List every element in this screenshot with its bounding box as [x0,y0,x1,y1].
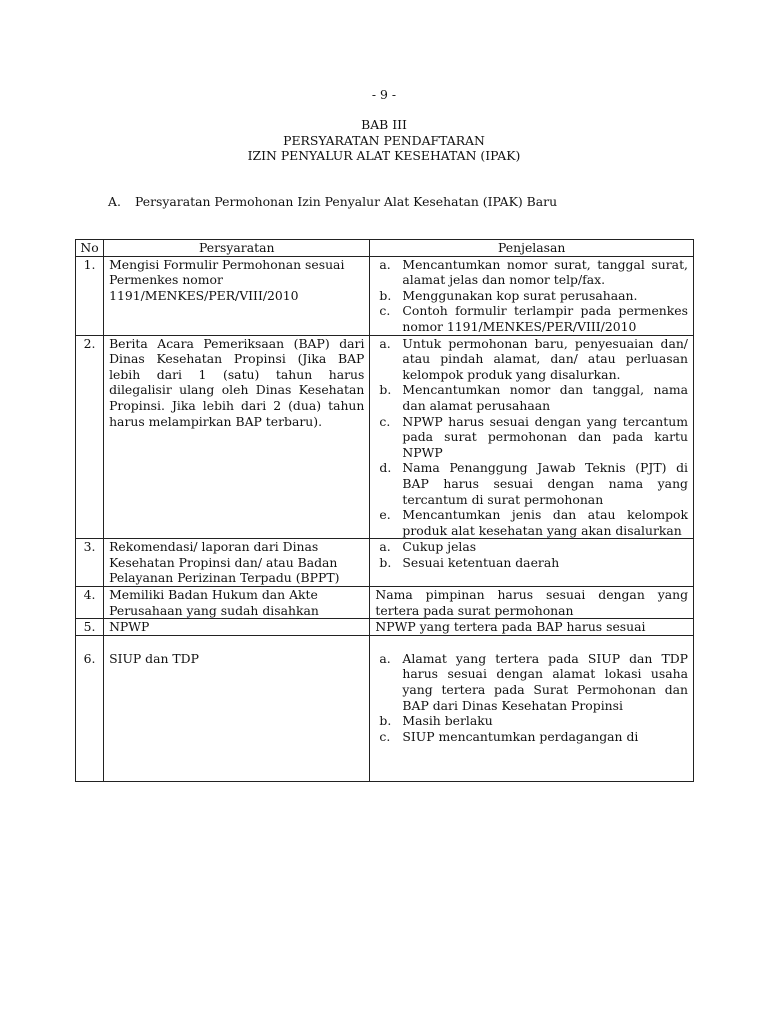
header-penjelasan: Penjelasan [370,240,694,257]
explanation-list [375,257,688,335]
list-marker: b. [379,287,392,303]
list-item [375,303,688,334]
list-marker: b. [379,382,392,398]
requirement-cell: Rekomendasi/ laporan dari Dinas Kesehatan Propinsi dan/ atau Badan Pelayanan Perizinan Terpadu (BPPT) [104,539,370,587]
list-item-text: Sesuai ketentuan daerah [402,554,560,570]
list-item-text: Untuk permohonan baru, penyesuaian dan/ atau pindah alamat, dan/ atau perluasan kelompok produk yang disalurkan. [402,335,688,382]
header-no: No [76,240,104,257]
list-item-text: Masih berlaku [402,713,493,729]
explanation-cell [370,335,694,539]
list-marker: d. [379,460,392,476]
list-item-text: Mencantumkan nomor surat, tanggal surat, alamat jelas dan nomor telp/fax. [402,256,688,288]
list-marker: e. [379,507,391,523]
row-number: 4. [76,587,104,619]
list-marker: b. [379,713,392,729]
list-item-text: Contoh formulir terlampir pada permenkes nomor 1191/MENKES/PER/VIII/2010 [402,303,688,334]
explanation-list [375,539,688,570]
chapter-label: BAB III [361,117,407,132]
row-number: 6. [76,635,104,781]
list-item-text: Alamat yang tertera pada SIUP dan TDP harus sesuai dengan alamat lokasi usaha yang tertera pada Surat Permohonan dan BAP dari Dinas Kesehatan Propinsi [402,650,688,713]
row-number: 5. [76,619,104,636]
list-marker: c. [379,413,391,429]
table-row [76,635,694,781]
list-item [375,460,688,507]
table-row [76,335,694,539]
list-item [375,336,688,383]
requirement-cell: NPWP [104,619,370,636]
list-item-text: Mencantumkan nomor dan tanggal, nama dan alamat perusahaan [402,382,688,413]
explanation-cell [370,635,694,781]
explanation-cell: Nama pimpinan harus sesuai dengan yang tertera pada surat permohonan [370,587,694,619]
section-letter: A. [108,194,121,209]
list-item-text: SIUP mencantumkan perdagangan di [402,728,639,744]
list-marker: a. [379,335,391,351]
list-marker: c. [379,728,391,744]
list-marker: c. [379,303,391,319]
row-number: 2. [76,335,104,539]
explanation-cell [370,256,694,335]
list-item [375,729,688,745]
list-item [375,507,688,538]
list-marker: a. [379,650,391,666]
requirement-cell: Mengisi Formulir Permohonan sesuai Permenkes nomor 1191/MENKES/PER/VIII/2010 [104,256,370,335]
list-marker: a. [379,256,391,272]
requirement-cell: Berita Acara Pemeriksaan (BAP) dari Dinas Kesehatan Propinsi (Jika BAP lebih dari 1 (satu) tahun harus dilegalisir ulang oleh Dinas Kesehatan Propinsi. Jika lebih dari 2 (dua) tahun harus melampirkan BAP terbaru). [104,335,370,539]
list-item [375,713,688,729]
list-item [375,382,688,413]
list-item [375,257,688,288]
row-number: 1. [76,256,104,335]
table-row [76,619,694,636]
chapter-title-line-1: PERSYARATAN PENDAFTARAN [283,132,485,148]
explanation-cell: NPWP yang tertera pada BAP harus sesuai [370,619,694,636]
requirements-table [75,239,694,782]
explanation-list [375,651,688,745]
list-item [375,539,688,555]
section-title: Persyaratan Permohonan Izin Penyalur Alat Kesehatan (IPAK) Baru [135,194,558,209]
table-row [76,587,694,619]
explanation-cell [370,539,694,587]
list-item-text: Nama Penanggung Jawab Teknis (PJT) di BAP harus sesuai dengan nama yang tercantum di surat permohonan [402,460,688,507]
list-marker: b. [379,554,392,570]
list-item [375,288,688,304]
list-marker: a. [379,539,391,555]
requirement-cell: Memiliki Badan Hukum dan Akte Perusahaan yang sudah disahkan [104,587,370,619]
table-row [76,539,694,587]
page-number: - 9 - [371,87,397,102]
section-heading [108,194,557,210]
list-item-text: Mencantumkan jenis dan atau kelompok produk alat kesehatan yang akan disalurkan [402,507,688,538]
list-item-text: NPWP harus sesuai dengan yang tercantum pada surat permohonan dan pada kartu NPWP [402,413,688,460]
header-persyaratan: Persyaratan [104,240,370,257]
chapter-title-line-2: IZIN PENYALUR ALAT KESEHATAN (IPAK) [247,148,521,164]
list-item-text: Cukup jelas [402,539,477,555]
list-item [375,651,688,713]
list-item-text: Menggunakan kop surat perusahaan. [402,287,638,303]
row-number: 3. [76,539,104,587]
list-item [375,414,688,461]
requirement-cell: SIUP dan TDP [104,635,370,781]
table-header-row [76,240,694,257]
table-row [76,256,694,335]
list-item [375,555,688,571]
explanation-list [375,336,688,539]
chapter-heading [0,117,768,164]
